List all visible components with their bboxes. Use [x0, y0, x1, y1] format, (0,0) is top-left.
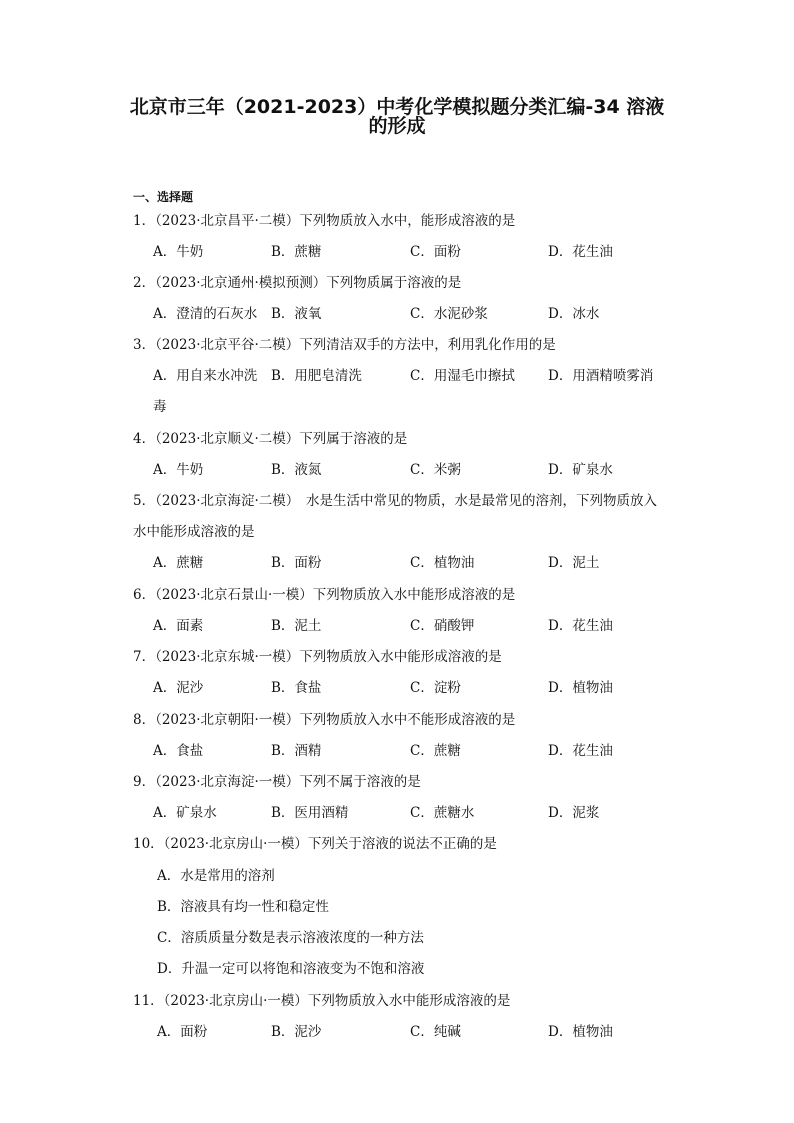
question-2-option-c: C．水泥砂浆 [410, 306, 488, 322]
question-4-option-d: D．矿泉水 [548, 462, 613, 478]
question-3-option-a: A．用自来水冲洗 [153, 368, 258, 384]
question-7-stem: 7．（2023·北京东城·一模）下列物质放入水中能形成溶液的是 [133, 649, 502, 665]
question-5-option-d: D．泥土 [548, 555, 600, 571]
question-5-option-c: C．植物油 [410, 555, 475, 571]
question-10-option-d: D．升温一定可以将饱和溶液变为不饱和溶液 [157, 961, 425, 977]
question-6-option-c: C．硝酸钾 [410, 618, 475, 634]
question-3-option-c: C．用湿毛巾擦拭 [410, 368, 515, 384]
question-10-option-c: C．溶质质量分数是表示溶液浓度的一种方法 [157, 930, 424, 946]
question-6-option-d: D．花生油 [548, 618, 613, 634]
section-heading: 一、选择题 [133, 190, 194, 204]
question-8-option-a: A．食盐 [153, 743, 204, 759]
question-11-option-a: A．面粉 [157, 1024, 208, 1040]
question-1-option-a: A．牛奶 [153, 244, 204, 260]
question-9-option-c: C．蔗糖水 [410, 805, 475, 821]
question-3-option-d-wrap: 毒 [153, 399, 167, 415]
question-2-option-a: A．澄清的石灰水 [153, 306, 258, 322]
document-title-line-2: 的形成 [368, 115, 426, 137]
question-3-stem: 3．（2023·北京平谷·二模）下列清洁双手的方法中，利用乳化作用的是 [133, 337, 556, 353]
question-6-option-a: A．面素 [153, 618, 204, 634]
question-5-stem-continued: 水中能形成溶液的是 [133, 524, 255, 540]
question-10-option-b: B．溶液具有均一性和稳定性 [157, 899, 329, 915]
question-9-option-d: D．泥浆 [548, 805, 600, 821]
question-7-option-d: D．植物油 [548, 680, 613, 696]
question-9-option-b: B．医用酒精 [271, 805, 349, 821]
question-8-option-d: D．花生油 [548, 743, 613, 759]
document-title-line-1: 北京市三年（2021-2023）中考化学模拟题分类汇编-34 溶液 [129, 96, 665, 118]
question-10-option-a: A．水是常用的溶剂 [157, 868, 275, 884]
question-8-option-b: B．酒精 [271, 743, 322, 759]
question-1-option-b: B．蔗糖 [271, 244, 322, 260]
question-2-option-b: B．液氧 [271, 306, 322, 322]
question-11-option-c: C．纯碱 [410, 1024, 461, 1040]
question-4-option-a: A．牛奶 [153, 462, 204, 478]
question-9-option-a: A．矿泉水 [153, 805, 217, 821]
question-3-option-d: D．用酒精喷雾消 [548, 368, 654, 384]
question-9-stem: 9．（2023·北京海淀·一模）下列不属于溶液的是 [133, 774, 421, 790]
question-11-stem: 11．（2023·北京房山·一模）下列物质放入水中能形成溶液的是 [133, 993, 511, 1009]
question-1-option-c: C．面粉 [410, 244, 461, 260]
question-8-option-c: C．蔗糖 [410, 743, 461, 759]
question-6-option-b: B．泥土 [271, 618, 322, 634]
question-6-stem: 6．（2023·北京石景山·一模）下列物质放入水中能形成溶液的是 [133, 587, 516, 603]
question-1-stem: 1．（2023·北京昌平·二模）下列物质放入水中，能形成溶液的是 [133, 213, 516, 229]
question-11-option-d: D．植物油 [548, 1024, 613, 1040]
question-4-option-b: B．液氮 [271, 462, 322, 478]
question-11-option-b: B．泥沙 [271, 1024, 322, 1040]
question-7-option-b: B．食盐 [271, 680, 322, 696]
question-7-option-c: C．淀粉 [410, 680, 461, 696]
question-4-option-c: C．米粥 [410, 462, 461, 478]
question-2-stem: 2．（2023·北京通州·模拟预测）下列物质属于溶液的是 [133, 275, 462, 291]
question-4-stem: 4．（2023·北京顺义·二模）下列属于溶液的是 [133, 431, 408, 447]
question-8-stem: 8．（2023·北京朝阳·一模）下列物质放入水中不能形成溶液的是 [133, 712, 516, 728]
question-7-option-a: A．泥沙 [153, 680, 204, 696]
question-5-option-a: A．蔗糖 [153, 555, 204, 571]
question-5-stem: 5．（2023·北京海淀·二模） 水是生活中常见的物质，水是最常见的溶剂，下列物质放入 [133, 493, 658, 509]
question-2-option-d: D．冰水 [548, 306, 600, 322]
question-3-option-b: B．用肥皂清洗 [271, 368, 362, 384]
question-10-stem: 10．（2023·北京房山·一模）下列关于溶液的说法不正确的是 [133, 836, 497, 852]
question-5-option-b: B．面粉 [271, 555, 322, 571]
question-1-option-d: D．花生油 [548, 244, 613, 260]
